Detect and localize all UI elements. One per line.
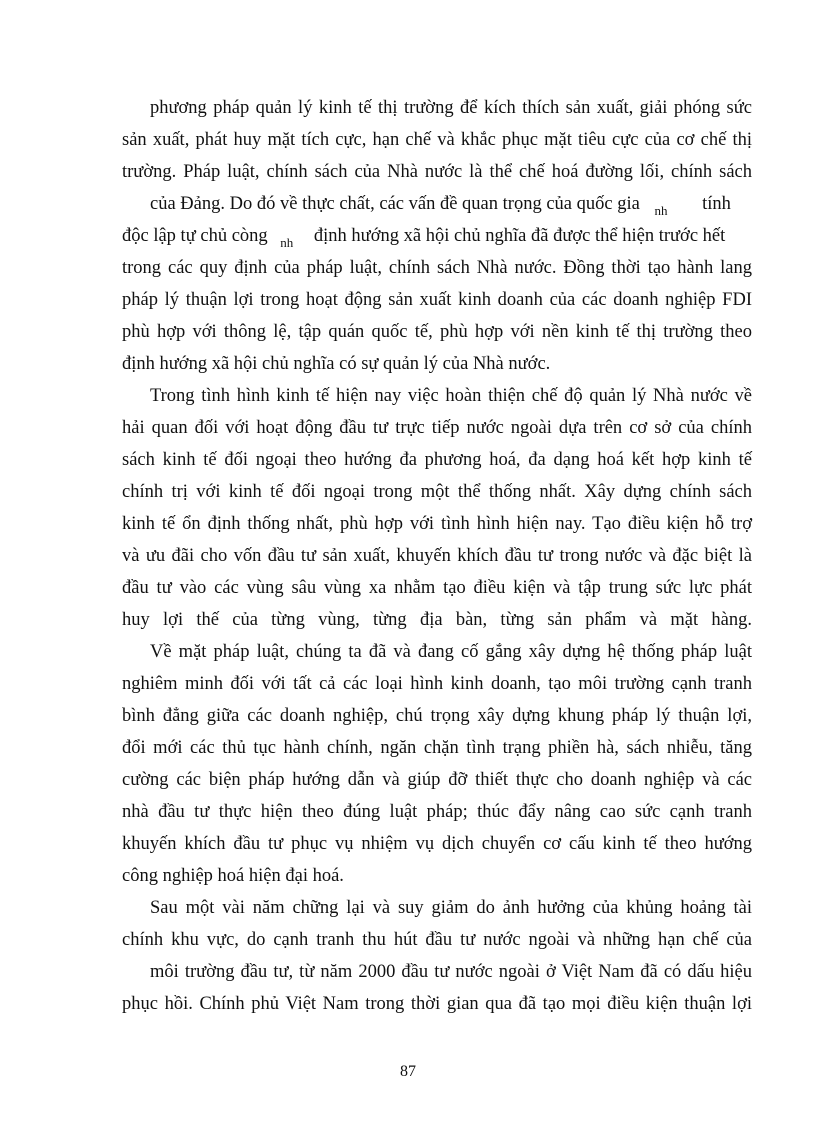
text-line: Sau một vài năm chững lại và suy giảm do ảnh hưởng của khủng hoảng tài (150, 898, 752, 918)
text-line: phương pháp quản lý kinh tế thị trường để kích thích sản xuất, giải phóng sức (150, 98, 752, 118)
text-line: đổi mới các thủ tục hành chính, ngăn chặn tình trạng phiền hà, sách nhiễu, tăng (122, 738, 752, 758)
text-line: khuyến khích đầu tư phục vụ nhiệm vụ dịch chuyển cơ cấu kinh tế theo hướng (122, 834, 752, 854)
text-segment: định hướng xã hội chủ nghĩa đã được thể hiện trước hết (313, 226, 726, 246)
text-line: chính khu vực, do cạnh tranh thu hút đầu tư nước ngoài và những hạn chế của (122, 930, 752, 950)
text-line: công nghiệp hoá hiện đại hoá. (122, 866, 344, 886)
text-line: định hướng xã hội chủ nghĩa có sự quản lý của Nhà nước. (122, 354, 551, 374)
text-line: nhà đầu tư thực hiện theo đúng luật pháp; thúc đẩy nâng cao sức cạnh tranh (122, 802, 752, 822)
text-line: cường các biện pháp hướng dẫn và giúp đỡ thiết thực cho doanh nghiệp và các (122, 770, 752, 790)
text-line: sách kinh tế đối ngoại theo hướng đa phương hoá, đa dạng hoá kết hợp kinh tế (122, 450, 752, 470)
text-line: hải quan đối với hoạt động đầu tư trực tiếp nước ngoài dựa trên cơ sở của chính (122, 418, 752, 438)
text-line: phục hồi. Chính phủ Việt Nam trong thời gian qua đã tạo mọi điều kiện thuận lợi (122, 994, 752, 1014)
page-number: 87 (400, 1063, 416, 1080)
text-line (122, 225, 725, 248)
text-line (150, 193, 731, 216)
text-segment: độc lập tự chủ còng (122, 226, 268, 246)
text-line: bình đẳng giữa các doanh nghiệp, chú trọng xây dựng khung pháp lý thuận lợi, (122, 706, 752, 726)
text-line: và ưu đãi cho vốn đầu tư sản xuất, khuyến khích đầu tư trong nước và đặc biệt là (122, 546, 752, 566)
text-line: nghiêm minh đối với tất cả các loại hình kinh doanh, tạo môi trường cạnh tranh (122, 674, 752, 694)
text-line: kinh tế ổn định thống nhất, phù hợp với tình hình hiện nay. Tạo điều kiện hỗ trợ (122, 514, 752, 534)
text-line: trong các quy định của pháp luật, chính sách Nhà nước. Đồng thời tạo hành lang (122, 258, 752, 278)
subscript-fragment: nh (654, 203, 668, 218)
text-line: Trong tình hình kinh tế hiện nay việc hoàn thiện chế độ quản lý Nhà nước về (150, 386, 752, 406)
text-line: pháp lý thuận lợi trong hoạt động sản xuất kinh doanh của các doanh nghiệp FDI (122, 290, 752, 310)
text-line: huy lợi thế của từng vùng, từng địa bàn, từng sản phẩm và mặt hàng. (122, 610, 752, 630)
text-line: sản xuất, phát huy mặt tích cực, hạn chế và khắc phục mặt tiêu cực của cơ chế thị (122, 130, 752, 150)
text-segment: của Đảng. Do đó về thực chất, các vấn đề quan trọng của quốc gia (150, 194, 640, 214)
text-line: môi trường đầu tư, từ năm 2000 đầu tư nước ngoài ở Việt Nam đã có dấu hiệu (150, 962, 752, 982)
text-line: chính trị với kinh tế đối ngoại trong một thể thống nhất. Xây dựng chính sách (122, 482, 752, 502)
text-line: phù hợp với thông lệ, tập quán quốc tế, phù hợp với nền kinh tế thị trường theo (122, 322, 752, 342)
text-line: Về mặt pháp luật, chúng ta đã và đang cố gắng xây dựng hệ thống pháp luật (150, 642, 752, 662)
text-line: đầu tư vào các vùng sâu vùng xa nhằm tạo điều kiện và tập trung sức lực phát (122, 578, 752, 598)
text-line: trường. Pháp luật, chính sách của Nhà nước là thể chế hoá đường lối, chính sách (122, 162, 752, 182)
text-segment: tính (702, 194, 731, 214)
subscript-fragment: nh (280, 235, 294, 250)
